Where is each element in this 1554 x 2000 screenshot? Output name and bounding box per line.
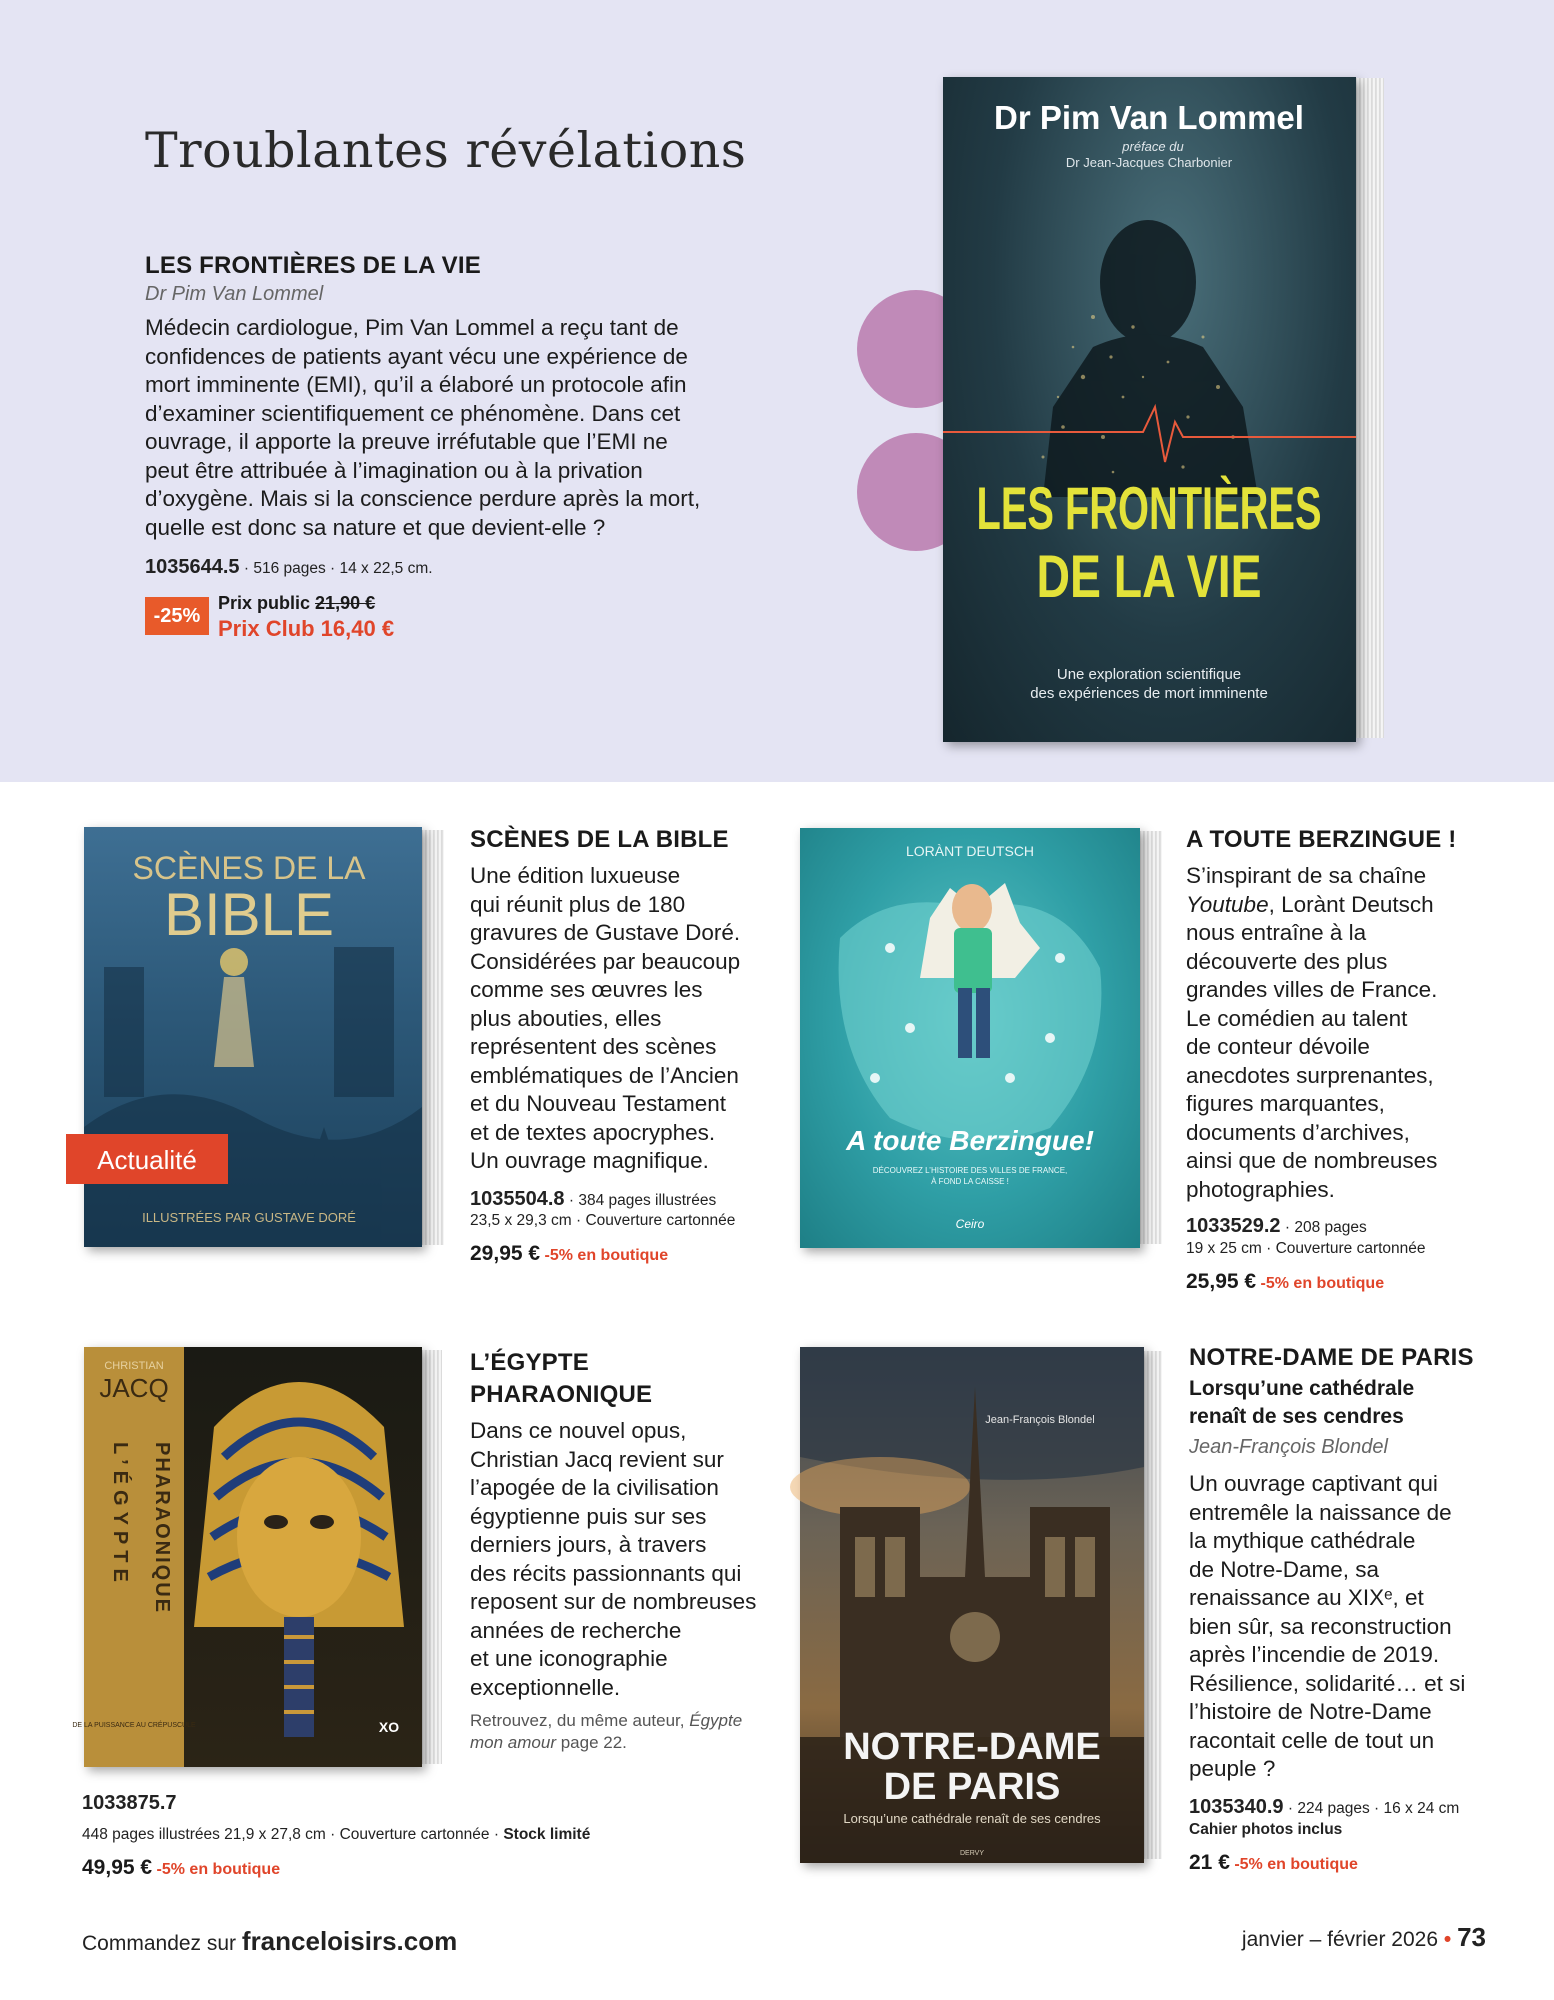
egypte-title-1: L’ÉGYPTE [470, 1349, 589, 1376]
berzingue-cover-author: LORÀNT DEUTSCH [905, 843, 1035, 859]
egypte-cover-art [72, 1347, 422, 1767]
berzingue-price: 25,95 € [1186, 1270, 1257, 1293]
egypte-promo: -5% en boutique [156, 1861, 281, 1878]
bible-ref-number: 1035504.8 [470, 1188, 565, 1210]
notredame-promo: -5% en boutique [1234, 1856, 1358, 1873]
bible-title[interactable]: SCÈNES DE LA BIBLE [470, 826, 729, 853]
egypte-note [470, 1710, 790, 1754]
hero-book-cover[interactable] [943, 77, 1356, 742]
hero-book-ref [145, 556, 433, 579]
notredame-ref-details: · 224 pages · 16 x 24 cm [1287, 1800, 1460, 1817]
egypte-note-line2-rest: page 22. [560, 1733, 627, 1752]
egypte-ref [82, 1792, 177, 1815]
notredame-cover-publisher: DERVY [960, 1850, 984, 1857]
egypte-price-row [82, 1856, 280, 1880]
notredame-cover-subtitle: Lorsqu’une cathédrale renaît de ses cendres [843, 1811, 1101, 1826]
hero-ref-details: · 516 pages · 14 x 22,5 cm. [243, 560, 433, 577]
cover-preface-1: préface du [1122, 139, 1184, 154]
cover-subtitle-1: Une exploration scientifique [1056, 666, 1242, 683]
bible-cover-art [84, 827, 422, 1247]
notredame-subtitle-1: Lorsqu’une cathédrale [1189, 1377, 1415, 1400]
egypte-description: Dans ce nouvel opus, Christian Jacq revient sur l’apogée de la civilisation égyptienne puis sur ses derniers jours, à travers des récits passionnants qui reposent sur de nombreuses années de recherche et une iconographie exceptionnelle. [470, 1418, 757, 1700]
berzingue-cover-tagline-1: DÉCOUVREZ L’HISTOIRE DES VILLES DE FRANCE, [872, 1166, 1068, 1175]
notredame-subtitle [1189, 1375, 1414, 1431]
cover-title-1: LES FRONTIÈRES [976, 475, 1322, 542]
egypte-stock: Stock limité [503, 1826, 591, 1843]
footer-page-number: 73 [1457, 1922, 1486, 1952]
berzingue-cover-tagline-2: À FOND LA CAISSE ! [931, 1177, 1009, 1186]
egypte-cover-col1: L’ÉGYPTE [109, 1442, 131, 1588]
hero-ref-number: 1035644.5 [145, 556, 240, 578]
egypte-ref-details [82, 1826, 590, 1844]
cover-title-2: DE LA VIE [1036, 543, 1262, 610]
egypte-ref-number: 1033875.7 [82, 1792, 177, 1814]
club-price: Prix Club 16,40 € [218, 616, 395, 641]
berzingue-promo: -5% en boutique [1260, 1275, 1385, 1292]
footer-bullet: • [1443, 1928, 1452, 1951]
egypte-book-cover[interactable] [72, 1347, 422, 1767]
bible-cover-title-1: SCÈNES DE LA [132, 850, 366, 886]
cover-preface-2: Dr Jean-Jacques Charbonier [1065, 155, 1233, 170]
berzingue-ref [1186, 1215, 1367, 1238]
notredame-price: 21 € [1189, 1851, 1230, 1874]
notredame-subtitle-2: renaît de ses cendres [1189, 1405, 1404, 1428]
berzingue-ref-details-2: 19 x 25 cm · Couverture cartonnée [1186, 1240, 1426, 1257]
bible-promo: -5% en boutique [544, 1247, 669, 1264]
berzingue-title[interactable]: A TOUTE BERZINGUE ! [1186, 826, 1457, 853]
hero-cover-art [943, 77, 1356, 742]
egypte-title-2: PHARAONIQUE [470, 1381, 653, 1408]
bible-price-row [470, 1242, 668, 1266]
egypte-note-prefix: Retrouvez, du même auteur, [470, 1711, 685, 1730]
cover-author: Dr Pim Van Lommel [994, 99, 1304, 136]
cover-subtitle-2: des expériences de mort imminente [1030, 685, 1268, 702]
notredame-ref [1189, 1796, 1459, 1819]
egypte-cover-publisher: XO [378, 1719, 400, 1735]
berzingue-description [1186, 862, 1506, 1204]
berzingue-cover-art [800, 828, 1140, 1248]
berzingue-price-row [1186, 1270, 1384, 1294]
notredame-price-row [1189, 1851, 1358, 1875]
bible-book-cover[interactable] [84, 827, 422, 1247]
notredame-book-cover[interactable] [800, 1347, 1144, 1863]
berzingue-ref-number: 1033529.2 [1186, 1215, 1281, 1237]
bible-cover-title-2: BIBLE [163, 881, 335, 948]
notredame-cover-art [800, 1347, 1144, 1863]
footer-page-info [1242, 1922, 1486, 1953]
berzingue-desc-youtube: Youtube [1186, 891, 1269, 917]
bible-price: 29,95 € [470, 1242, 541, 1265]
section-title: Troublantes révélations [145, 122, 747, 179]
egypte-ref-details-text: 448 pages illustrées 21,9 x 27,8 cm · Couverture cartonnée · [82, 1826, 500, 1843]
egypte-title[interactable] [470, 1347, 652, 1411]
egypte-price: 49,95 € [82, 1856, 153, 1879]
bible-ref-details-2: 23,5 x 29,3 cm · Couverture cartonnée [470, 1212, 736, 1229]
actualite-badge-label: Actualité [97, 1145, 197, 1175]
footer-date: janvier – février 2026 [1241, 1928, 1439, 1951]
egypte-note-italic: Égypte [689, 1711, 743, 1730]
actualite-badge [66, 1116, 228, 1184]
notredame-cover-title-1: NOTRE-DAME [843, 1726, 1101, 1768]
public-price-old: 21,90 € [315, 593, 376, 613]
footer-order [82, 1926, 457, 1957]
berzingue-desc-rest: nous entraîne à la découverte des plus grandes villes de France. Le comédien au talent de conteur dévoile anecdotes surprenantes, figures marquantes, documents d’archives, ainsi que de nombreuses photographies. [1186, 920, 1438, 1202]
notredame-description: Un ouvrage captivant qui entremêle la naissance de la mythique cathédrale de Notre-Dame, sa renaissance au XIXᵉ, et bien sûr, sa reconstruction après l’incendie de 2019. Résilience, solidarité… et si l’histoire de Notre-Dame racontait celle de tout un peuple ? [1189, 1471, 1466, 1781]
footer-order-prefix: Commandez sur [82, 1932, 237, 1955]
hero-book-description: Médecin cardiologue, Pim Van Lommel a reçu tant de confidences de patients ayant vécu une expérience de mort imminente (EMI), qu’il a élaboré un protocole afin d’examiner scientifiquement ce phénomène. Dans cet ouvrage, il apporte la preuve irréfutable que l’EMI ne peut être attribuée à l’imagination ou à la privation d’oxygène. Mais si la conscience perdure après la mort, quelle est donc sa nature et que devient-elle ? [145, 315, 701, 540]
book-pages-edge [1352, 78, 1384, 738]
bible-ref [470, 1188, 716, 1211]
notredame-extra: Cahier photos inclus [1189, 1821, 1343, 1838]
footer-site-link[interactable]: franceloisirs.com [241, 1926, 458, 1956]
egypte-cover-col2: PHARAONIQUE [151, 1442, 173, 1615]
notredame-cover-author: Jean-François Blondel [985, 1414, 1095, 1426]
berzingue-cover-title: A toute Berzingue! [846, 1125, 1094, 1156]
berzingue-desc-line2-rest: , Lorànt Deutsch [1268, 891, 1434, 917]
notredame-ref-number: 1035340.9 [1189, 1796, 1284, 1818]
public-price-label: Prix public [218, 593, 311, 613]
notredame-title[interactable]: NOTRE-DAME DE PARIS [1189, 1344, 1474, 1371]
public-price [218, 593, 375, 614]
berzingue-cover-publisher: Ceiro [955, 1217, 985, 1231]
egypte-note-line2-italic: mon amour [470, 1733, 556, 1752]
egypte-cover-author-1: CHRISTIAN [104, 1360, 164, 1372]
egypte-cover-small: DE LA PUISSANCE AU CRÉPUSCULE [72, 1722, 196, 1729]
bible-description: Une édition luxueuse qui réunit plus de 180 gravures de Gustave Doré. Considérées par beaucoup comme ses œuvres les plus abouties, elles représentent des scènes emblématiques de l’Ancien et du Nouveau Testament et de textes apocryphes. Un ouvrage magnifique. [470, 863, 741, 1173]
egypte-cover-author-2: JACQ [99, 1373, 169, 1403]
berzingue-desc-line1: S’inspirant de sa chaîne [1186, 863, 1427, 888]
hero-book-author: Dr Pim Van Lommel [145, 283, 324, 305]
berzingue-ref-details-1: · 208 pages [1284, 1219, 1367, 1236]
bible-ref-details-1: · 384 pages illustrées [568, 1192, 717, 1209]
bible-cover-footer: ILLUSTRÉES PAR GUSTAVE DORÉ [142, 1210, 356, 1225]
hero-book-title[interactable]: LES FRONTIÈRES DE LA VIE [145, 252, 481, 279]
discount-badge: -25% [145, 597, 209, 635]
berzingue-book-cover[interactable] [800, 828, 1140, 1248]
notredame-cover-title-2: DE PARIS [883, 1766, 1061, 1808]
notredame-author: Jean-François Blondel [1189, 1436, 1388, 1458]
